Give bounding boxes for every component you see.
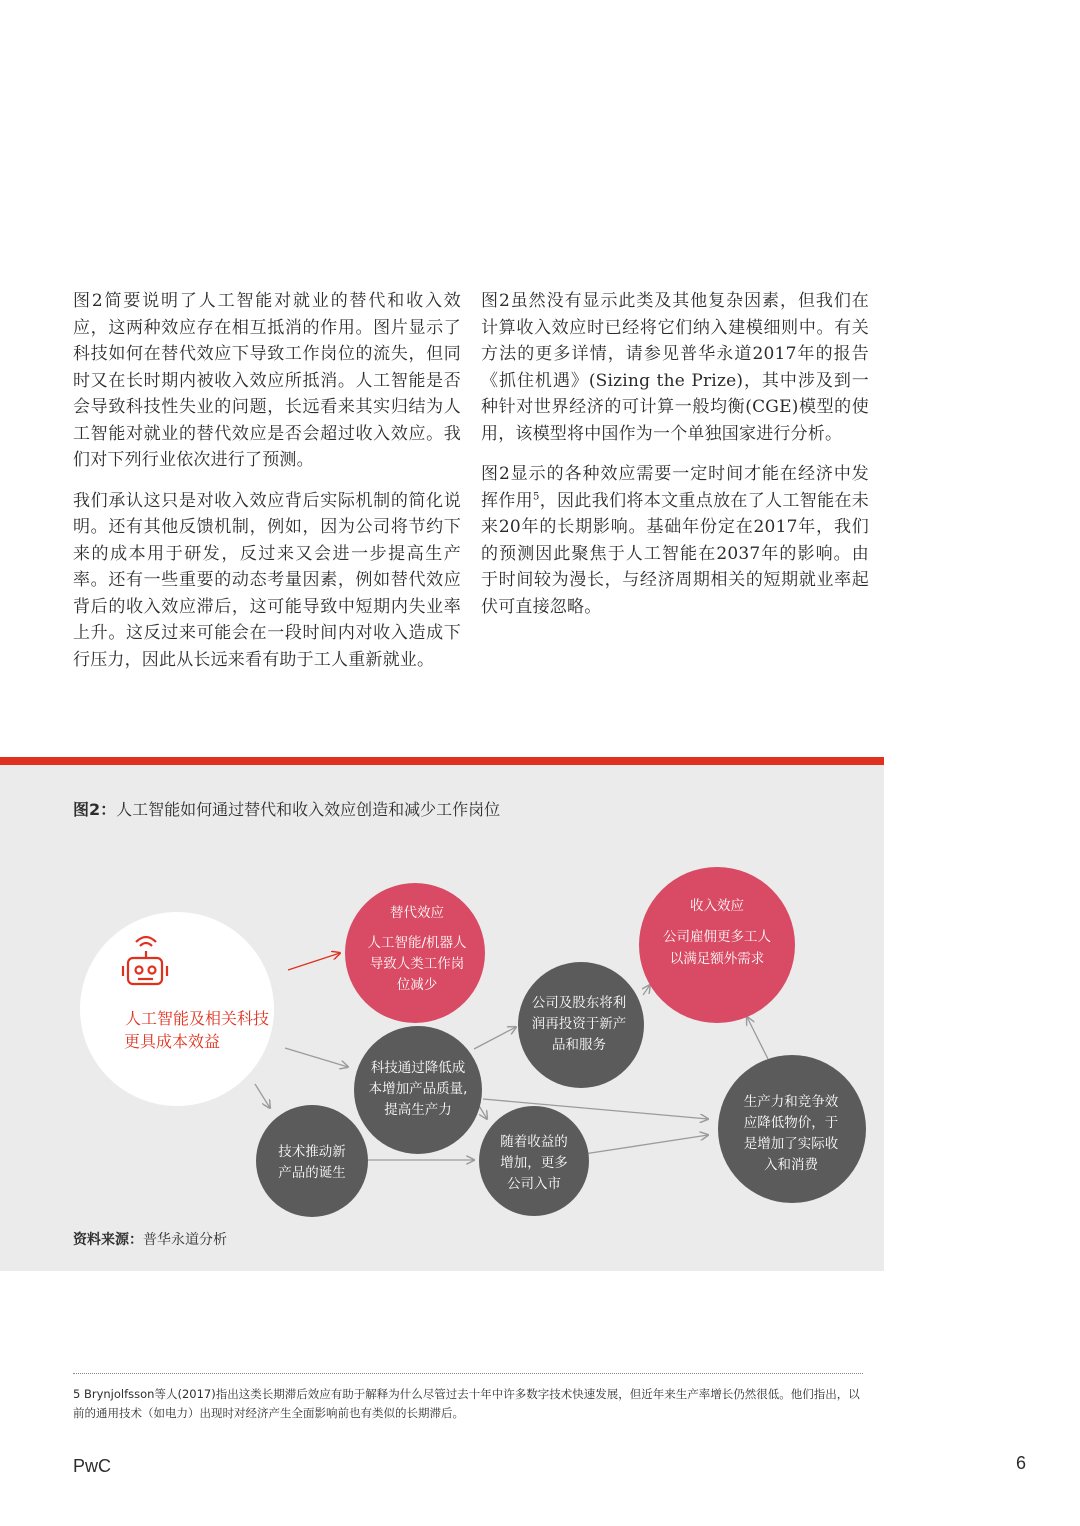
tech-cost-line-3: 提高生产力: [384, 1102, 452, 1118]
figure-title-text: 人工智能如何通过替代和收入效应创造和减少工作岗位: [116, 800, 501, 819]
reinvest-line-2: 润再投资于新产: [531, 1016, 627, 1032]
new-firms-line-1: 随着收益的: [500, 1134, 568, 1150]
arrow-start-to-tech-cost: [285, 1048, 348, 1067]
income-heading: 收入效应: [690, 898, 744, 914]
reinvest-node: [518, 962, 644, 1088]
tech-cost-line-2: 本增加产品质量,: [368, 1081, 468, 1097]
substitution-line-1: 人工智能/机器人: [367, 935, 467, 951]
start-node: [80, 912, 274, 1106]
tech-cost-line-1: 科技通过降低成: [370, 1060, 466, 1076]
figure-panel: [0, 757, 884, 1271]
new-firms-line-2: 增加，更多: [500, 1155, 568, 1171]
arrow-start-to-substitution: [288, 953, 340, 970]
figure-source-label: 资料来源：: [73, 1232, 143, 1248]
left-paragraph-1: 图2简要说明了人工智能对就业的替代和收入效应，这两种效应存在相互抵消的作用。图片显示了科技如何在替代效应下导致工作岗位的流失，但同时又在长时期内被收入效应所抵消。人工智能是否会导致科技性失业的问题，长远看来其实归结为人工智能对就业的替代效应是否会超过收入效应。我们对下列行业依次进行了预测。: [73, 291, 461, 470]
income-line-2: 以满足额外需求: [669, 951, 765, 967]
right-paragraph-2: [481, 461, 869, 620]
substitution-heading: 替代效应: [390, 905, 444, 921]
figure-source-text: 普华永道分析: [143, 1232, 227, 1248]
new-products-line-1: 技术推动新: [278, 1144, 346, 1160]
productivity-line-3: 是增加了实际收: [743, 1136, 839, 1152]
productivity-node: [718, 1055, 866, 1203]
new-firms-line-3: 公司入市: [507, 1176, 561, 1192]
tech-cost-node: [354, 1026, 482, 1154]
arrow-productivity-to-income: [747, 1017, 768, 1059]
right-paragraph-2-text-b: ，因此我们将本文重点放在了人工智能在未来20年的长期影响。基础年份定在2017年，我们的预测因此聚焦于人工智能在2037年的影响。由于时间较为漫长，与经济周期相关的短期就业率起伏可直接忽略。: [481, 490, 869, 617]
left-paragraph-2: 我们承认这只是对收入效应背后实际机制的简化说明。还有其他反馈机制，例如，因为公司将节约下来的成本用于研发，反过来又会进一步提高生产率。还有一些重要的动态考量因素，例如替代效应背后的收入效应滞后，这可能导致中短期内失业率上升。这反过来可能会在一段时间内对收入造成下行压力，因此从长远来看有助于工人重新就业。: [73, 490, 461, 670]
productivity-line-4: 入和消费: [764, 1157, 818, 1173]
productivity-line-2: 应降低物价，于: [743, 1115, 839, 1131]
start-node-line-1: 人工智能及相关科技: [124, 1009, 270, 1028]
arrow-new-firms-to-productivity: [584, 1135, 708, 1154]
left-column: [73, 288, 461, 687]
reinvest-line-1: 公司及股东将利: [531, 995, 627, 1011]
right-column: [481, 288, 869, 634]
substitution-line-2: 导致人类工作岗: [369, 956, 465, 972]
arrow-start-to-new-products: [255, 1084, 270, 1108]
start-node-line-2: 更具成本效益: [123, 1032, 221, 1051]
productivity-line-1: 生产力和竞争效: [743, 1094, 839, 1110]
arrow-tech-cost-to-reinvest: [474, 1027, 516, 1049]
effects-diagram: [0, 757, 884, 1271]
new-firms-node: [479, 1106, 589, 1216]
footnote-ref[interactable]: 5: [533, 490, 540, 502]
page-number: 6: [1015, 1453, 1026, 1473]
brand-logo-text: PwC: [73, 1456, 112, 1476]
income-effect-node: [639, 867, 795, 1023]
new-products-node: [256, 1105, 368, 1217]
new-products-line-2: 产品的诞生: [278, 1165, 346, 1181]
substitution-effect-node: [345, 883, 485, 1023]
footnote-divider: [73, 1373, 863, 1374]
reinvest-line-3: 品和服务: [552, 1037, 606, 1053]
substitution-line-3: 位减少: [396, 977, 438, 993]
figure-source: [73, 1229, 227, 1249]
right-paragraph-2-text-a: 图2显示的各种效应需要一定时间才能在经济中发挥作用: [481, 464, 869, 511]
figure-title-label: 图2：: [73, 800, 117, 819]
footnote: 5 Brynjolfsson等人(2017)指出这类长期滞后效应有助于解释为什么尽管过去十年中许多数字技术快速发展，但近年来生产率增长仍然很低。他们指出，以前的通用技术（如电力）出现时对经济产生全面影响前也有类似的长期滞后。: [73, 1387, 860, 1420]
income-line-1: 公司雇佣更多工人: [663, 929, 771, 945]
right-paragraph-1: 图2虽然没有显示此类及其他复杂因素，但我们在计算收入效应时已经将它们纳入建模细则中。有关方法的更多详情，请参见普华永道2017年的报告《抓住机遇》(Sizing the Prize)，其中涉及到一种针对世界经济的可计算一般均衡(CGE)模型的使用，该模型将中国作为一个单独国家进行分析。: [481, 291, 869, 444]
arrow-reinvest-to-income: [643, 985, 650, 995]
